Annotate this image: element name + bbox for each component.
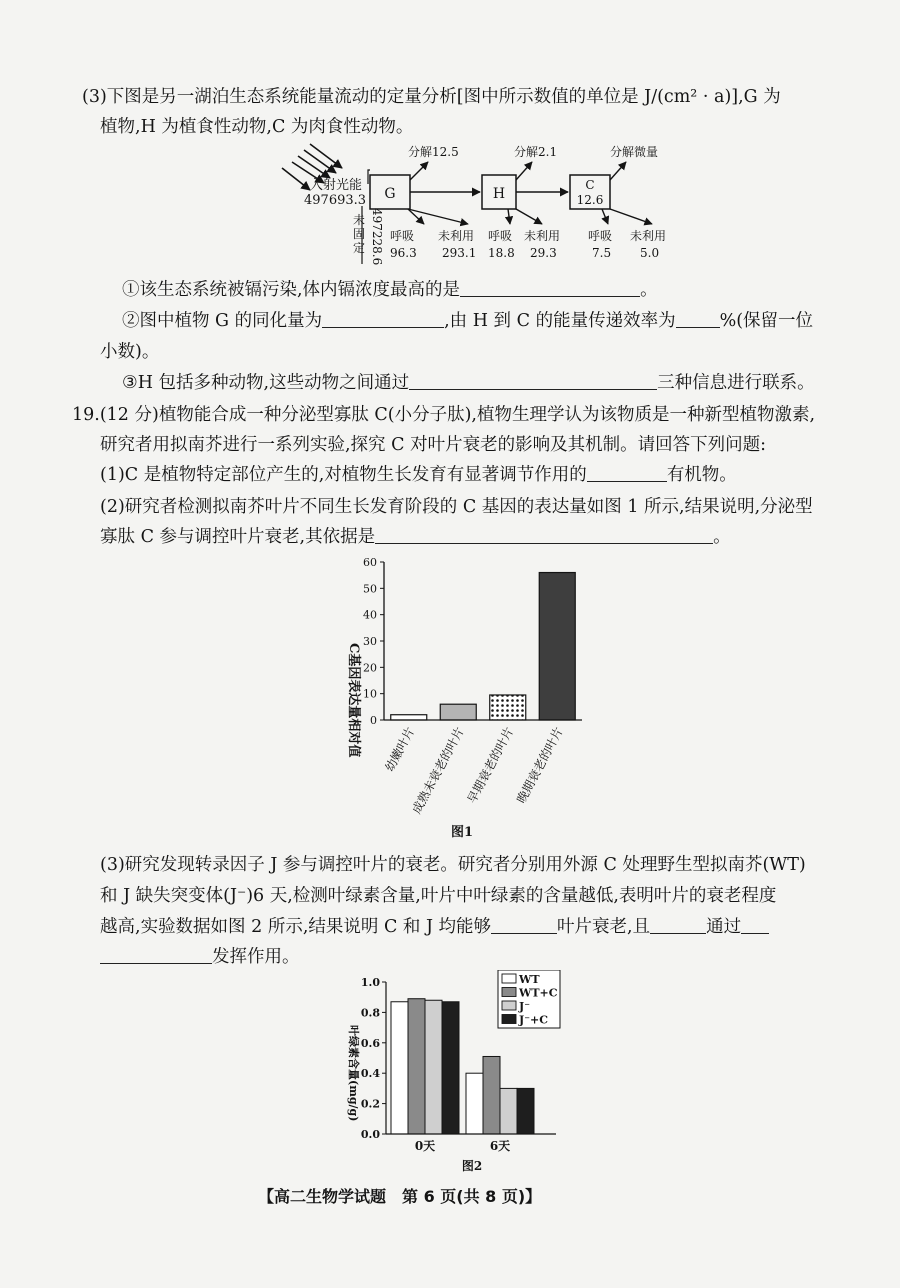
unfixed-label-2: 固 [353,227,366,241]
answer-blank[interactable] [491,915,557,934]
node-c-value: 12.6 [576,193,604,207]
q18-intro-line2: 植物,H 为植食性动物,C 为肉食性动物。 [100,117,414,137]
answer-blank[interactable] [100,945,212,964]
fig1-y-tick-label: 20 [363,661,377,675]
q18-sub3: ③H 包括多种动物,这些动物之间通过 三种信息进行联系。 [122,373,815,393]
answer-blank[interactable] [741,915,769,934]
node-h-label: H [492,186,506,202]
decomp-g: 分解12.5 [408,145,459,159]
q19-stem-line2: 研究者用拟南芥进行一系列实验,探究 C 对叶片衰老的影响及其机制。请回答下列问题: [100,435,766,455]
fig1-ylabel: C基因表达量相对值 [346,643,361,758]
sunlight-arrow [304,150,336,173]
fig1-y-tick-label: 30 [363,635,377,648]
energy-flow-diagram [280,140,700,268]
fig2-bar [425,1000,442,1134]
fig2-y-tick-label: 1.0 [360,976,380,989]
h-resp-label: 呼吸 [488,229,513,243]
fig2-y-tick-label: 0.2 [360,1097,380,1111]
fig2-bar [408,999,425,1134]
answer-blank[interactable] [375,525,713,544]
q19-stem-line1: 19.(12 分)植物能合成一种分泌型寡肽 C(小分子肽),植物生理学认为该物质是一种新型植物激素, [72,405,816,425]
unfixed-label-3: 定 [353,241,366,255]
fig2-y-tick-label: 0.4 [360,1067,380,1081]
answer-blank[interactable] [676,309,720,328]
answer-blank[interactable] [322,309,444,328]
fig1-y-tick-label: 50 [363,582,377,596]
fig2-category-label: 0天 [414,1139,436,1153]
fig2-legend-label: J⁻+C [519,1013,548,1027]
fig1-category-label: 成熟未衰老的叶片 [409,724,467,817]
c-resp-label: 呼吸 [588,229,613,243]
q19-part3-line3: 越高,实验数据如图 2 所示,结果说明 C 和 J 均能够 叶片衰老,且 通过 [100,914,769,940]
g-unused-value: 293.1 [442,246,477,260]
fig2-legend-swatch [502,1015,516,1024]
fig2-y-tick-label: 0.0 [360,1128,380,1141]
sunlight-arrow [310,144,342,168]
fig1-caption: 图1 [450,825,474,840]
fig2-bar [391,1002,408,1134]
figure-1-bar-chart [330,548,610,840]
fig2-legend-label: WT [519,973,540,986]
figure-2-grouped-bar-chart [338,970,588,1175]
node-g-label: G [384,186,396,202]
q18-sub2-cont: 小数)。 [100,342,160,362]
incident-light-label: 入射光能 [310,178,363,193]
unfixed-label-1: 未 [353,213,366,227]
node-c-label: C [585,178,595,192]
fig2-caption: 图2 [461,1159,483,1173]
c-resp-value: 7.5 [592,246,612,260]
fig2-bar [500,1088,517,1134]
c-unused-label: 未利用 [630,229,667,243]
incident-light-value: 497693.3 [304,193,367,208]
q19-part2-line2: 寡肽 C 参与调控叶片衰老,其依据是 。 [100,527,731,547]
g-resp-value: 96.3 [390,246,417,260]
fig2-legend-swatch [502,974,516,983]
q18-sub1: ①该生态系统被镉污染,体内镉浓度最高的是 。 [122,280,658,300]
decomp-h: 分解2.1 [514,145,558,159]
answer-blank[interactable] [409,371,657,390]
answer-blank[interactable] [587,463,667,482]
c-unused-value: 5.0 [640,246,660,260]
fig1-bar [440,704,476,720]
fig1-category-label: 幼嫩叶片 [382,724,418,774]
h-resp-value: 18.8 [488,246,515,260]
fig1-y-tick-label: 40 [363,608,377,622]
fig1-y-tick-label: 0 [370,714,377,727]
fig2-y-tick-label: 0.8 [360,1006,380,1020]
fig2-bar [483,1056,500,1134]
decomp-c: 分解微量 [610,145,659,159]
h-unused-value: 29.3 [530,246,557,260]
unfixed-value: 497228.6 [370,208,384,266]
q18-intro-line1: (3)下图是另一湖泊生态系统能量流动的定量分析[图中所示数值的单位是 J/(cm² · a)],G 为 [82,87,781,107]
fig2-y-tick-label: 0.6 [360,1036,380,1050]
fig1-bar [391,715,427,720]
sunlight-arrow [298,156,330,178]
g-resp-label: 呼吸 [390,229,415,243]
fig2-bar [517,1088,534,1134]
q19-part3-line2: 和 J 缺失突变体(J⁻)6 天,检测叶绿素含量,叶片中叶绿素的含量越低,表明叶片的衰老程度 [100,886,777,906]
g-unused-label: 未利用 [438,229,475,243]
page-footer: 【高二生物学试题 第 6 页(共 8 页)】 [258,1187,542,1206]
q18-sub2: ②图中植物 G 的同化量为 ,由 H 到 C 的能量传递效率为 %(保留一位 [122,311,814,331]
q19-part1: (1)C 是植物特定部位产生的,对植物生长发育有显著调节作用的 有机物。 [100,465,737,485]
fig2-legend-label: WT+C [519,986,558,1000]
q19-part3-line4: 发挥作用。 [100,944,300,970]
fig2-ylabel: 叶绿素含量(mg/g) [347,1025,360,1122]
fig2-legend-swatch [502,1001,516,1010]
fig2-bar [442,1002,459,1134]
h-unused-label: 未利用 [524,229,561,243]
fig1-y-tick-label: 10 [363,687,377,701]
fig1-bar [490,695,526,720]
fig1-bar [539,573,575,720]
fig2-legend-swatch [502,988,516,997]
fig1-y-tick-label: 60 [363,556,377,569]
answer-blank[interactable] [650,915,706,934]
fig2-legend-label: J⁻ [519,1000,531,1013]
q19-part2-line1: (2)研究者检测拟南芥叶片不同生长发育阶段的 C 基因的表达量如图 1 所示,结果说明,分泌型 [100,497,813,517]
fig2-category-label: 6天 [489,1139,511,1153]
fig1-category-label: 晚期衰老的叶片 [514,724,566,806]
answer-blank[interactable] [460,278,640,297]
fig1-category-label: 早期衰老的叶片 [464,724,517,806]
fig2-bar [466,1073,483,1134]
q19-part3-line1: (3)研究发现转录因子 J 参与调控叶片的衰老。研究者分别用外源 C 处理野生型拟南芥(WT) [100,855,806,875]
